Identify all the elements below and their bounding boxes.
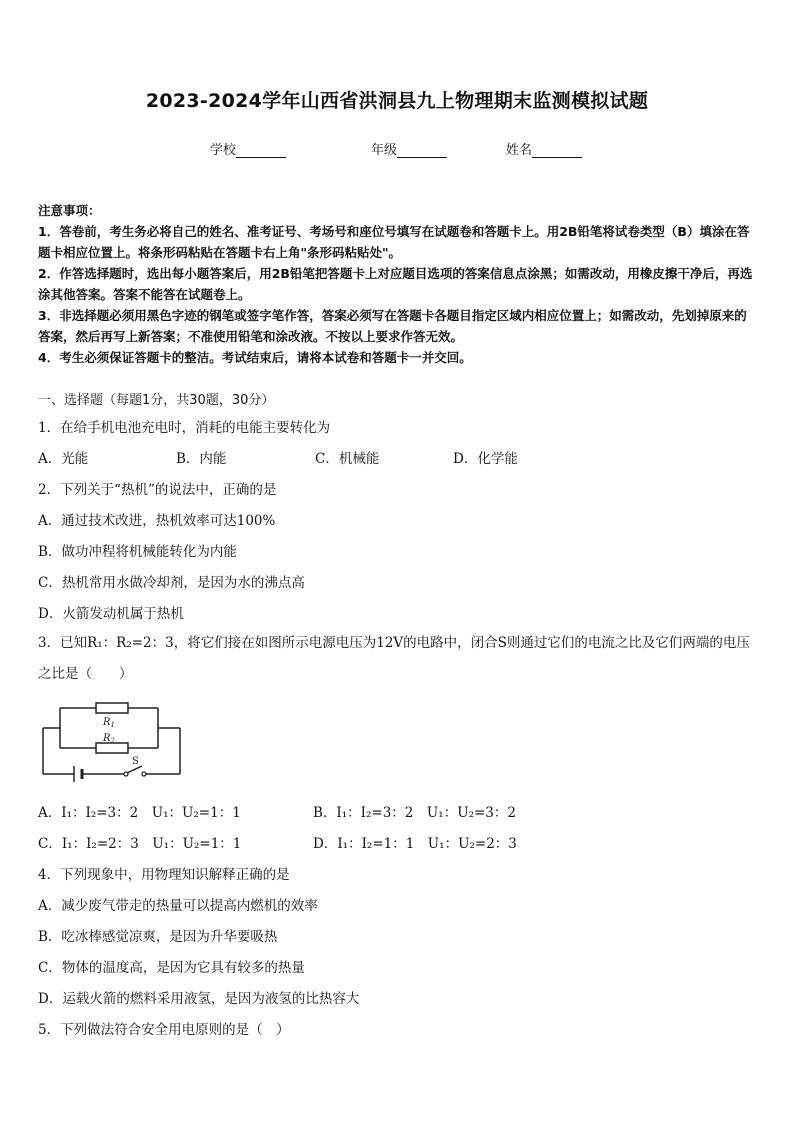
question-4-option-c[interactable]: C．物体的温度高，是因为它具有较多的热量	[38, 960, 305, 976]
question-2-option-d[interactable]: D．火箭发动机属于热机	[38, 606, 184, 622]
resistor-r1-label: $R_1$	[103, 717, 115, 729]
name-label: 姓名	[506, 143, 533, 158]
question-1-stem: 1．在给手机电池充电时，消耗的电能主要转化为	[38, 420, 331, 436]
question-4-option-d[interactable]: D．运载火箭的燃料采用液氢，是因为液氢的比热容大	[38, 991, 360, 1007]
resistor-r1	[96, 703, 128, 713]
question-1-option-b[interactable]: B．内能	[176, 451, 227, 467]
note-item: 1．答卷前，考生务必将自己的姓名、准考证号、考场号和座位号填写在试题卷和答题卡上。用2B铅笔将试卷类型（B）填涂在答题卡相应位置上。将条形码粘贴在答题卡右上角"条形码粘贴处"。	[38, 224, 750, 260]
question-3-option-a[interactable]: A．I₁：I₂=3：2 U₁：U₂=1：1	[38, 805, 241, 821]
question-5-stem: 5．下列做法符合安全用电原则的是（ ）	[38, 1022, 290, 1038]
question-1-option-a[interactable]: A．光能	[38, 451, 89, 467]
question-3-stem: 3．已知R₁：R₂=2：3，将它们接在如图所示电源电压为12V的电路中，闭合S则通过它们的电流之比及它们两端的电压之比是（ ）	[38, 635, 750, 682]
school-field[interactable]	[210, 139, 286, 158]
resistor-r2-label: $R_2$	[103, 733, 115, 745]
name-field[interactable]	[506, 139, 582, 158]
question-3-option-d[interactable]: D．I₁：I₂=1：1 U₁：U₂=2：3	[313, 836, 517, 852]
question-2-option-b[interactable]: B．做功冲程将机械能转化为内能	[38, 544, 237, 560]
school-label: 学校	[210, 143, 237, 158]
name-blank[interactable]	[532, 143, 582, 158]
circuit-diagram	[38, 692, 186, 782]
section-heading: 一、选择题（每题1分，共30题，30分）	[38, 393, 275, 408]
question-2-option-a[interactable]: A．通过技术改进，热机效率可达100%	[38, 513, 276, 529]
grade-label: 年级	[371, 143, 398, 158]
question-4-option-b[interactable]: B．吃冰棒感觉凉爽，是因为升华要吸热	[38, 929, 278, 945]
switch-label: S	[132, 756, 139, 767]
exam-notes	[38, 200, 758, 368]
grade-blank[interactable]	[397, 143, 447, 158]
note-item: 3．非选择题必须用黑色字迹的钢笔或签字笔作答，答案必须写在答题卡各题目指定区域内相应位置上；如需改动，先划掉原来的答案，然后再写上新答案；不准使用铅笔和涂改液。不按以上要求作答无效。	[38, 308, 747, 344]
question-1-option-c[interactable]: C．机械能	[315, 451, 380, 467]
question-3-option-b[interactable]: B．I₁：I₂=3：2 U₁：U₂=3：2	[313, 805, 516, 821]
note-item: 2．作答选择题时，选出每小题答案后，用2B铅笔把答题卡上对应题目选项的答案信息点涂黑；如需改动，用橡皮擦干净后，再选涂其他答案。答案不能答在试题卷上。	[38, 266, 753, 302]
question-4-option-a[interactable]: A．减少废气带走的热量可以提高内燃机的效率	[38, 898, 318, 914]
question-2-stem: 2．下列关于“热机”的说法中，正确的是	[38, 482, 277, 498]
question-4-stem: 4．下列现象中，用物理知识解释正确的是	[38, 867, 290, 883]
note-item: 4．考生必须保证答题卡的整洁。考试结束后，请将本试卷和答题卡一并交回。	[38, 350, 472, 365]
question-3-option-c[interactable]: C．I₁：I₂=2：3 U₁：U₂=1：1	[38, 836, 242, 852]
school-blank[interactable]	[236, 143, 286, 158]
switch-contact-right	[142, 772, 146, 776]
notes-heading: 注意事项：	[38, 203, 101, 218]
question-2-option-c[interactable]: C．热机常用水做冷却剂，是因为水的沸点高	[38, 575, 305, 591]
question-1-option-d[interactable]: D．化学能	[453, 451, 518, 467]
exam-title: 2023-2024学年山西省洪洞县九上物理期末监测模拟试题	[145, 90, 649, 112]
grade-field[interactable]	[371, 139, 447, 158]
